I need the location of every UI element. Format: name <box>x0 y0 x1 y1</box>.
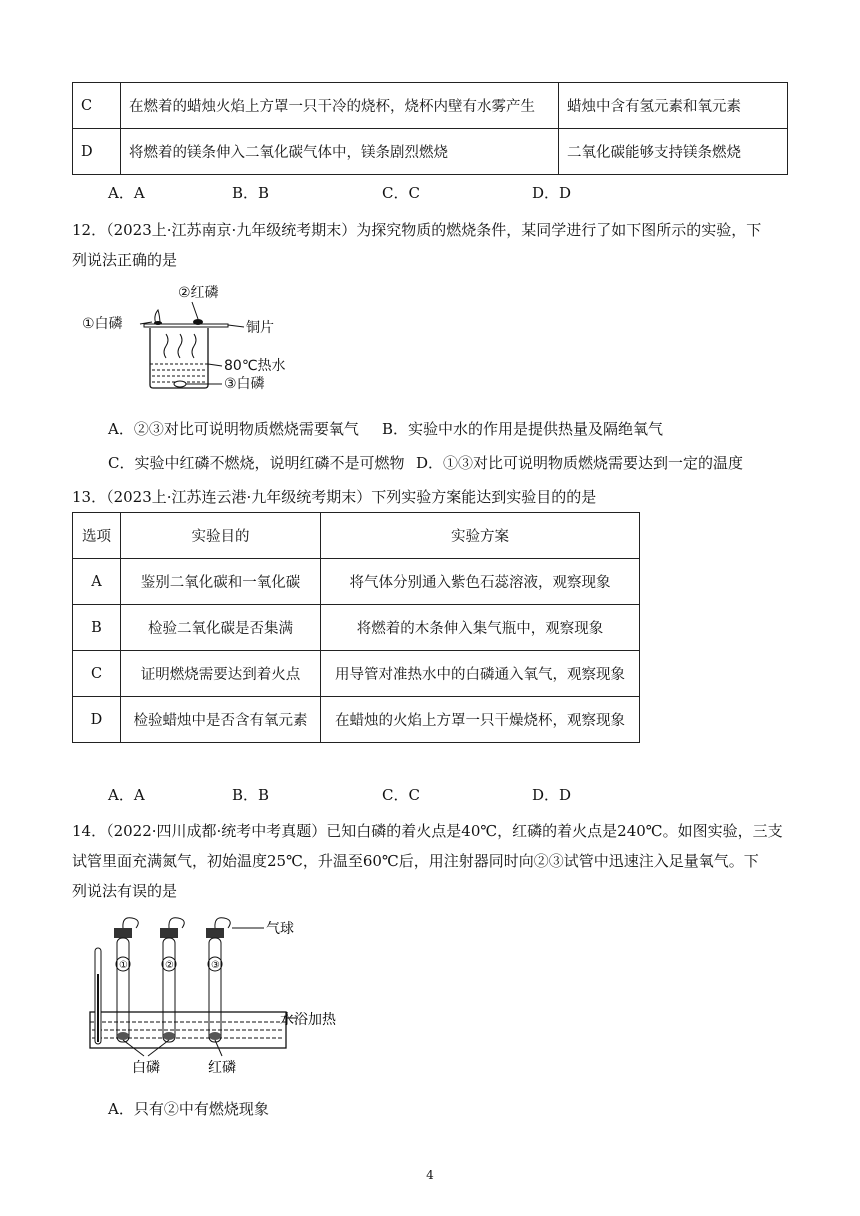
conclusion-cell: 蜡烛中含有氢元素和氧元素 <box>559 83 788 129</box>
svg-text:③: ③ <box>211 960 220 971</box>
q13-option-a: A．A <box>108 786 145 804</box>
header-plan: 实验方案 <box>321 513 640 559</box>
header-option: 选项 <box>73 513 121 559</box>
table-row <box>73 559 640 605</box>
q14-option-a: A．只有②中有燃烧现象 <box>108 1100 269 1118</box>
label-balloon: 气球 <box>266 921 294 937</box>
svg-text:①: ① <box>119 960 128 971</box>
table-row <box>73 651 640 697</box>
q11-option-b: B．B <box>232 184 270 202</box>
purpose-cell: 鉴别二氧化碳和一氧化碳 <box>121 559 321 605</box>
table-header-row <box>73 513 640 559</box>
q13-option-c: C．C <box>382 786 420 804</box>
q12-stem-line2: 列说法正确的是 <box>72 251 178 269</box>
q13-option-d: D．D <box>532 786 572 804</box>
q14-figure <box>84 914 344 1074</box>
page-number: 4 <box>426 1168 434 1182</box>
option-cell: A <box>73 559 121 605</box>
purpose-cell: 证明燃烧需要达到着火点 <box>121 651 321 697</box>
q13-stem: 13．（2023上·江苏连云港·九年级统考期末）下列实验方案能达到实验目的的是 <box>72 488 597 506</box>
q12-stem-line1: 12．（2023上·江苏南京·九年级统考期末）为探究物质的燃烧条件，某同学进行了如下图所示的实验，下 <box>72 221 762 239</box>
q14-stem-line3: 列说法有误的是 <box>72 882 178 900</box>
label-water-bath: 水浴加热 <box>280 1012 336 1028</box>
label-white-phosphorus: 白磷 <box>132 1060 160 1074</box>
option-cell: C <box>73 83 121 129</box>
q12-option-b: B．实验中水的作用是提供热量及隔绝氧气 <box>382 420 664 438</box>
header-purpose: 实验目的 <box>121 513 321 559</box>
label-white-phosphorus-top: ①白磷 <box>82 316 123 332</box>
q12-option-a: A．②③对比可说明物质燃烧需要氧气 <box>108 420 359 438</box>
option-cell: D <box>73 697 121 743</box>
label-red-phosphorus: ②红磷 <box>178 285 219 301</box>
label-white-phosphorus-bottom: ③白磷 <box>224 376 265 392</box>
q11-option-c: C．C <box>382 184 420 202</box>
purpose-cell: 检验二氧化碳是否集满 <box>121 605 321 651</box>
plan-cell: 将燃着的木条伸入集气瓶中，观察现象 <box>321 605 640 651</box>
action-cell: 在燃着的蜡烛火焰上方罩一只干冷的烧杯，烧杯内壁有水雾产生 <box>121 83 559 129</box>
label-red-phosphorus: 红磷 <box>208 1060 236 1074</box>
q11-option-d: D．D <box>532 184 572 202</box>
plan-cell: 用导管对准热水中的白磷通入氧气，观察现象 <box>321 651 640 697</box>
q12-option-d: D．①③对比可说明物质燃烧需要达到一定的温度 <box>416 454 744 472</box>
test-tube-3 <box>206 918 230 1042</box>
q12-option-c: C．实验中红磷不燃烧，说明红磷不是可燃物 <box>108 454 405 472</box>
table-row <box>73 83 788 129</box>
conclusion-cell: 二氧化碳能够支持镁条燃烧 <box>559 129 788 175</box>
svg-text:②: ② <box>165 960 174 971</box>
purpose-cell: 检验蜡烛中是否含有氧元素 <box>121 697 321 743</box>
option-cell: B <box>73 605 121 651</box>
q13-option-b: B．B <box>232 786 270 804</box>
label-copper-sheet: 铜片 <box>246 320 274 336</box>
table-row <box>73 605 640 651</box>
test-tube-2 <box>160 918 184 1042</box>
action-cell: 将燃着的镁条伸入二氧化碳气体中，镁条剧烈燃烧 <box>121 129 559 175</box>
table-row <box>73 129 788 175</box>
q14-stem-line2: 试管里面充满氮气，初始温度25℃，升温至60℃后，用注射器同时向②③试管中迅速注入足量氧气。下 <box>72 852 759 870</box>
label-hot-water: 80℃热水 <box>224 358 286 374</box>
option-cell: C <box>73 651 121 697</box>
test-tube-1 <box>114 918 138 1042</box>
option-cell: D <box>73 129 121 175</box>
q12-figure <box>80 282 310 392</box>
q13-table <box>72 512 640 743</box>
table-row <box>73 697 640 743</box>
q11-option-a: A．A <box>108 184 145 202</box>
q14-stem-line1: 14．（2022·四川成都·统考中考真题）已知白磷的着火点是40℃，红磷的着火点是240℃。如图实验，三支 <box>72 822 783 840</box>
plan-cell: 将气体分别通入紫色石蕊溶液，观察现象 <box>321 559 640 605</box>
q11-table <box>72 82 788 175</box>
plan-cell: 在蜡烛的火焰上方罩一只干燥烧杯，观察现象 <box>321 697 640 743</box>
